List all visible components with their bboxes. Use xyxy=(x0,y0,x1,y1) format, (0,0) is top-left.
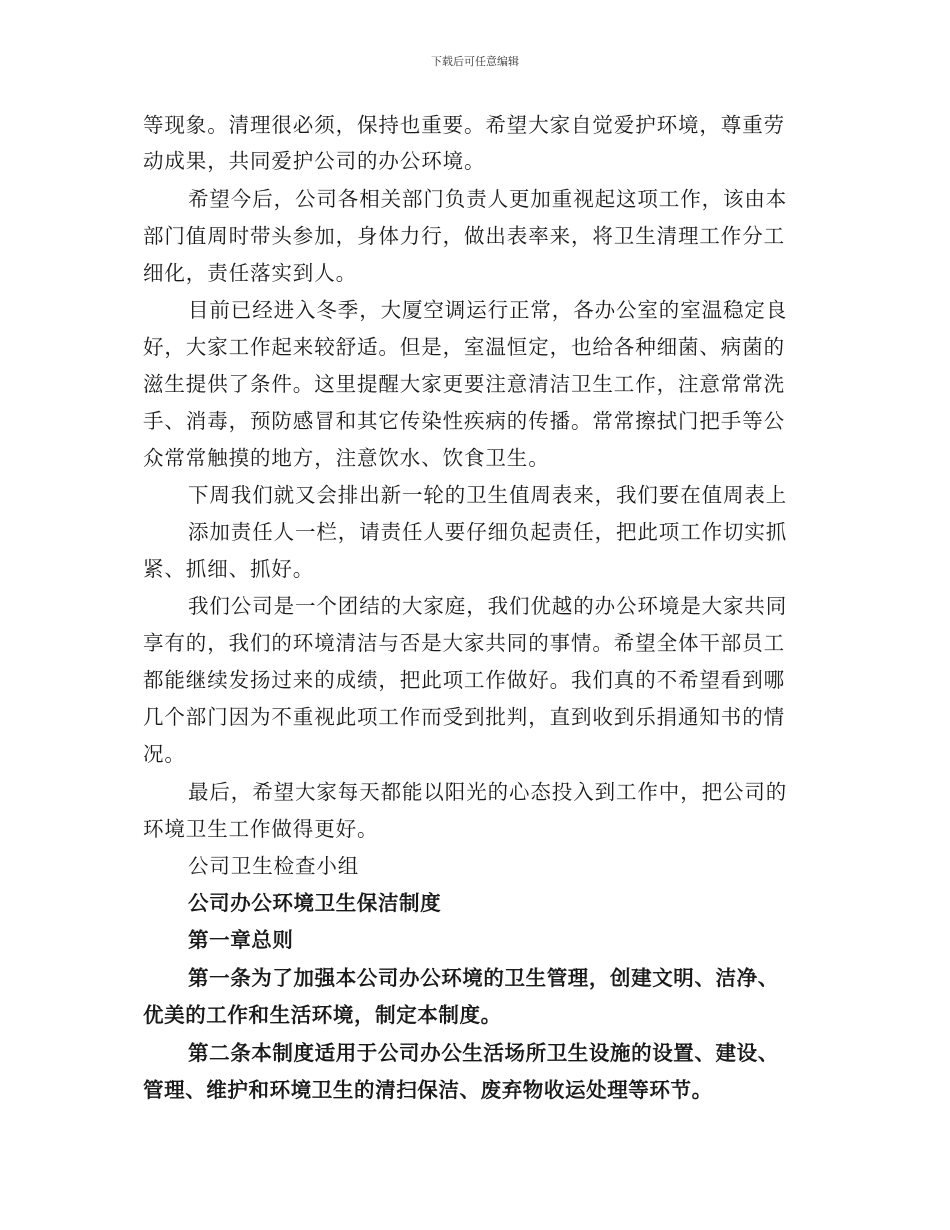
body-line: 下周我们就又会排出新一轮的卫生值周表来，我们要在值周表上 xyxy=(188,483,788,507)
chapter-title: 第一章总则 xyxy=(188,928,294,952)
body-line: 好，大家工作起来较舒适。但是，室温恒定，也给各种细菌、病菌的 xyxy=(143,335,785,359)
body-line: 等现象。清理很必须，保持也重要。希望大家自觉爱护环境，尊重劳 xyxy=(143,113,785,137)
section-title: 公司办公环境卫生保洁制度 xyxy=(188,891,442,915)
body-line: 享有的，我们的环境清洁与否是大家共同的事情。希望全体干部员工 xyxy=(143,631,785,655)
body-line: 最后，希望大家每天都能以阳光的心态投入到工作中，把公司的 xyxy=(188,780,788,804)
body-line: 部门值周时带头参加，身体力行，做出表率来，将卫生清理工作分工 xyxy=(143,224,785,248)
body-line: 几个部门因为不重视此项工作而受到批判，直到收到乐捐通知书的情 xyxy=(143,705,785,729)
article-line: 第二条本制度适用于公司办公生活场所卫生设施的设置、建设、 xyxy=(188,1041,779,1065)
body-line: 添加责任人一栏，请责任人要仔细负起责任，把此项工作切实抓 xyxy=(188,520,788,544)
article-line: 优美的工作和生活环境，制定本制度。 xyxy=(143,1003,502,1027)
body-line: 手、消毒，预防感冒和其它传染性疾病的传播。常常擦拭门把手等公 xyxy=(143,409,785,433)
body-line: 众常常触摸的地方，注意饮水、饮食卫生。 xyxy=(143,446,550,470)
body-line: 紧、抓细、抓好。 xyxy=(143,557,315,581)
body-line: 滋生提供了条件。这里提醒大家更要注意清洁卫生工作，注意常常洗 xyxy=(143,372,785,396)
body-line: 我们公司是一个团结的大家庭，我们优越的办公环境是大家共同 xyxy=(188,594,788,618)
body-line: 环境卫生工作做得更好。 xyxy=(143,817,379,841)
page-header: 下载后可任意编辑 xyxy=(431,55,519,68)
body-line: 况。 xyxy=(143,742,186,766)
body-line: 动成果，共同爱护公司的办公环境。 xyxy=(143,149,486,173)
body-line: 目前已经进入冬季，大厦空调运行正常，各办公室的室温稳定良 xyxy=(188,298,788,322)
body-line: 希望今后，公司各相关部门负责人更加重视起这项工作，该由本 xyxy=(188,187,788,211)
body-line: 细化，责任落实到人。 xyxy=(143,261,357,285)
signature-line: 公司卫生检查小组 xyxy=(188,854,360,878)
article-line: 第一条为了加强本公司办公环境的卫生管理，创建文明、洁净、 xyxy=(188,966,779,990)
article-line: 管理、维护和环境卫生的清扫保洁、废弃物收运处理等环节。 xyxy=(143,1078,713,1102)
body-line: 都能继续发扬过来的成绩，把此项工作做好。我们真的不希望看到哪 xyxy=(143,668,785,692)
